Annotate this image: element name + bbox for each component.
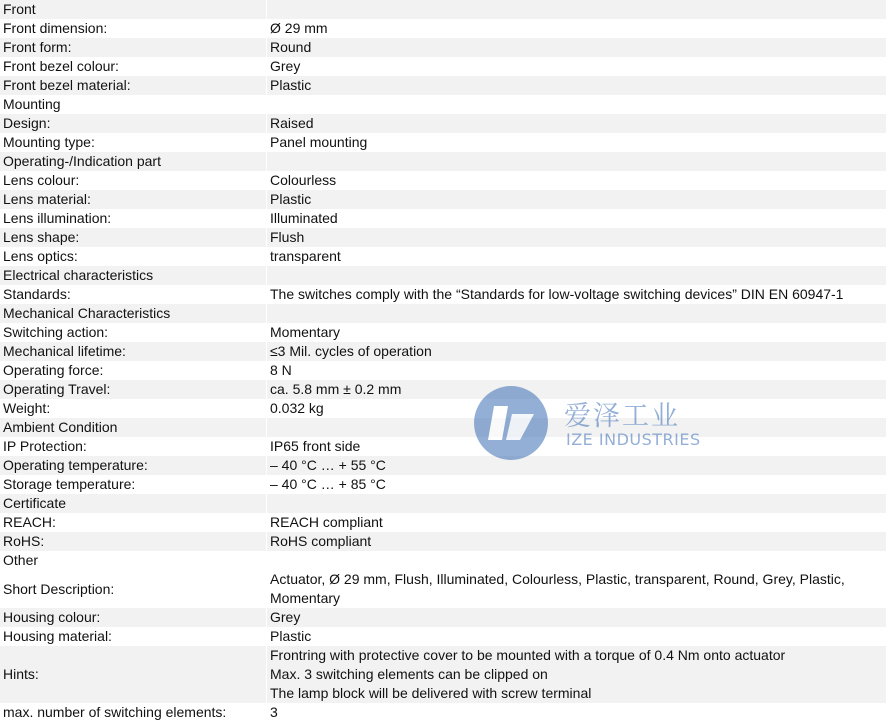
hints-line-2: Max. 3 switching elements can be clipped on bbox=[270, 666, 548, 682]
row-label: Certificate bbox=[0, 494, 266, 513]
table-row bbox=[0, 190, 886, 209]
hints-line-3: The lamp block will be delivered with screw terminal bbox=[270, 685, 592, 701]
table-row bbox=[0, 95, 886, 114]
table-row-max-switching-elements bbox=[0, 703, 886, 722]
row-label: RoHS: bbox=[0, 532, 266, 551]
row-label: Lens optics: bbox=[0, 247, 266, 266]
row-value bbox=[266, 95, 886, 114]
table-row bbox=[0, 171, 886, 190]
row-label: Standards: bbox=[0, 285, 266, 304]
table-row bbox=[0, 551, 886, 570]
row-label: Storage temperature: bbox=[0, 475, 266, 494]
row-value: Momentary bbox=[266, 323, 886, 342]
row-label: Lens material: bbox=[0, 190, 266, 209]
table-row bbox=[0, 513, 886, 532]
row-value: Panel mounting bbox=[266, 133, 886, 152]
row-label: Design: bbox=[0, 114, 266, 133]
row-label: Lens colour: bbox=[0, 171, 266, 190]
table-row bbox=[0, 532, 886, 551]
row-value: Grey bbox=[266, 57, 886, 76]
row-value: IP65 front side bbox=[266, 437, 886, 456]
row-value: RoHS compliant bbox=[266, 532, 886, 551]
table-row bbox=[0, 247, 886, 266]
row-value: Plastic bbox=[266, 76, 886, 95]
table-row bbox=[0, 57, 886, 76]
row-label: Lens illumination: bbox=[0, 209, 266, 228]
row-label: Operating-/Indication part bbox=[0, 152, 266, 171]
row-value bbox=[266, 418, 886, 437]
table-row-housing-material bbox=[0, 627, 886, 646]
table-row bbox=[0, 38, 886, 57]
row-value: Flush bbox=[266, 228, 886, 247]
row-label: Operating Travel: bbox=[0, 380, 266, 399]
row-value bbox=[266, 551, 886, 570]
hints-value bbox=[266, 646, 886, 703]
row-label: Mounting type: bbox=[0, 133, 266, 152]
row-value: Colourless bbox=[266, 171, 886, 190]
short-description-value bbox=[266, 570, 886, 608]
row-value: Ø 29 mm bbox=[266, 19, 886, 38]
row-value bbox=[266, 266, 886, 285]
row-label: Switching action: bbox=[0, 323, 266, 342]
table-row bbox=[0, 437, 886, 456]
row-value: Illuminated bbox=[266, 209, 886, 228]
table-row bbox=[0, 342, 886, 361]
table-row-hints bbox=[0, 646, 886, 703]
watermark-chinese-text: 爱泽工业 bbox=[564, 401, 680, 432]
housing-material-label: Housing material: bbox=[0, 627, 266, 646]
housing-material-value: Plastic bbox=[266, 627, 886, 646]
row-value bbox=[266, 152, 886, 171]
table-row bbox=[0, 380, 886, 399]
short-description-line-1: Actuator, Ø 29 mm, Flush, Illuminated, Colourless, Plastic, transparent, Round, Grey, Plastic, bbox=[270, 571, 845, 587]
row-value bbox=[266, 494, 886, 513]
row-label: REACH: bbox=[0, 513, 266, 532]
table-row bbox=[0, 114, 886, 133]
row-label: Front bezel colour: bbox=[0, 57, 266, 76]
row-label: Other bbox=[0, 551, 266, 570]
table-row bbox=[0, 494, 886, 513]
row-value: transparent bbox=[266, 247, 886, 266]
row-value bbox=[266, 0, 886, 19]
table-row bbox=[0, 418, 886, 437]
row-label: Front bbox=[0, 0, 266, 19]
table-row bbox=[0, 323, 886, 342]
row-label: Operating force: bbox=[0, 361, 266, 380]
row-label: Lens shape: bbox=[0, 228, 266, 247]
row-label: Mechanical Characteristics bbox=[0, 304, 266, 323]
short-description-line-2: Momentary bbox=[270, 590, 341, 606]
row-value: REACH compliant bbox=[266, 513, 886, 532]
spec-table-tail bbox=[0, 570, 886, 722]
row-value: Raised bbox=[266, 114, 886, 133]
table-row-short-description bbox=[0, 570, 886, 608]
table-row bbox=[0, 76, 886, 95]
row-value: – 40 °C … + 55 °C bbox=[266, 456, 886, 475]
hints-line-1: Frontring with protective cover to be mounted with a torque of 0.4 Nm onto actuator bbox=[270, 647, 786, 663]
table-row-housing-colour bbox=[0, 608, 886, 627]
table-row bbox=[0, 152, 886, 171]
table-row bbox=[0, 209, 886, 228]
row-label: IP Protection: bbox=[0, 437, 266, 456]
table-row bbox=[0, 0, 886, 19]
row-label: Operating temperature: bbox=[0, 456, 266, 475]
row-value: ≤3 Mil. cycles of operation bbox=[266, 342, 886, 361]
table-row bbox=[0, 304, 886, 323]
row-label: Mechanical lifetime: bbox=[0, 342, 266, 361]
row-value: The switches comply with the “Standards for low-voltage switching devices” DIN EN 60947-1 bbox=[266, 285, 886, 304]
watermark-english-text: IZE INDUSTRIES bbox=[566, 430, 701, 449]
row-value: 0.032 kg bbox=[266, 399, 886, 418]
max-elements-label: max. number of switching elements: bbox=[0, 703, 266, 722]
row-label: Front form: bbox=[0, 38, 266, 57]
row-value: 8 N bbox=[266, 361, 886, 380]
table-row bbox=[0, 266, 886, 285]
table-row bbox=[0, 456, 886, 475]
row-label: Ambient Condition bbox=[0, 418, 266, 437]
row-label: Mounting bbox=[0, 95, 266, 114]
table-row bbox=[0, 133, 886, 152]
table-row bbox=[0, 228, 886, 247]
row-label: Weight: bbox=[0, 399, 266, 418]
table-row bbox=[0, 285, 886, 304]
table-row bbox=[0, 19, 886, 38]
table-row bbox=[0, 399, 886, 418]
housing-colour-label: Housing colour: bbox=[0, 608, 266, 627]
table-row bbox=[0, 475, 886, 494]
row-value bbox=[266, 304, 886, 323]
row-value: ca. 5.8 mm ± 0.2 mm bbox=[266, 380, 886, 399]
row-label: Front bezel material: bbox=[0, 76, 266, 95]
hints-label: Hints: bbox=[0, 646, 266, 703]
row-value: – 40 °C … + 85 °C bbox=[266, 475, 886, 494]
row-value: Plastic bbox=[266, 190, 886, 209]
housing-colour-value: Grey bbox=[266, 608, 886, 627]
max-elements-value: 3 bbox=[266, 703, 886, 722]
table-row bbox=[0, 361, 886, 380]
row-label: Front dimension: bbox=[0, 19, 266, 38]
row-value: Round bbox=[266, 38, 886, 57]
short-description-label: Short Description: bbox=[0, 570, 266, 608]
row-label: Electrical characteristics bbox=[0, 266, 266, 285]
